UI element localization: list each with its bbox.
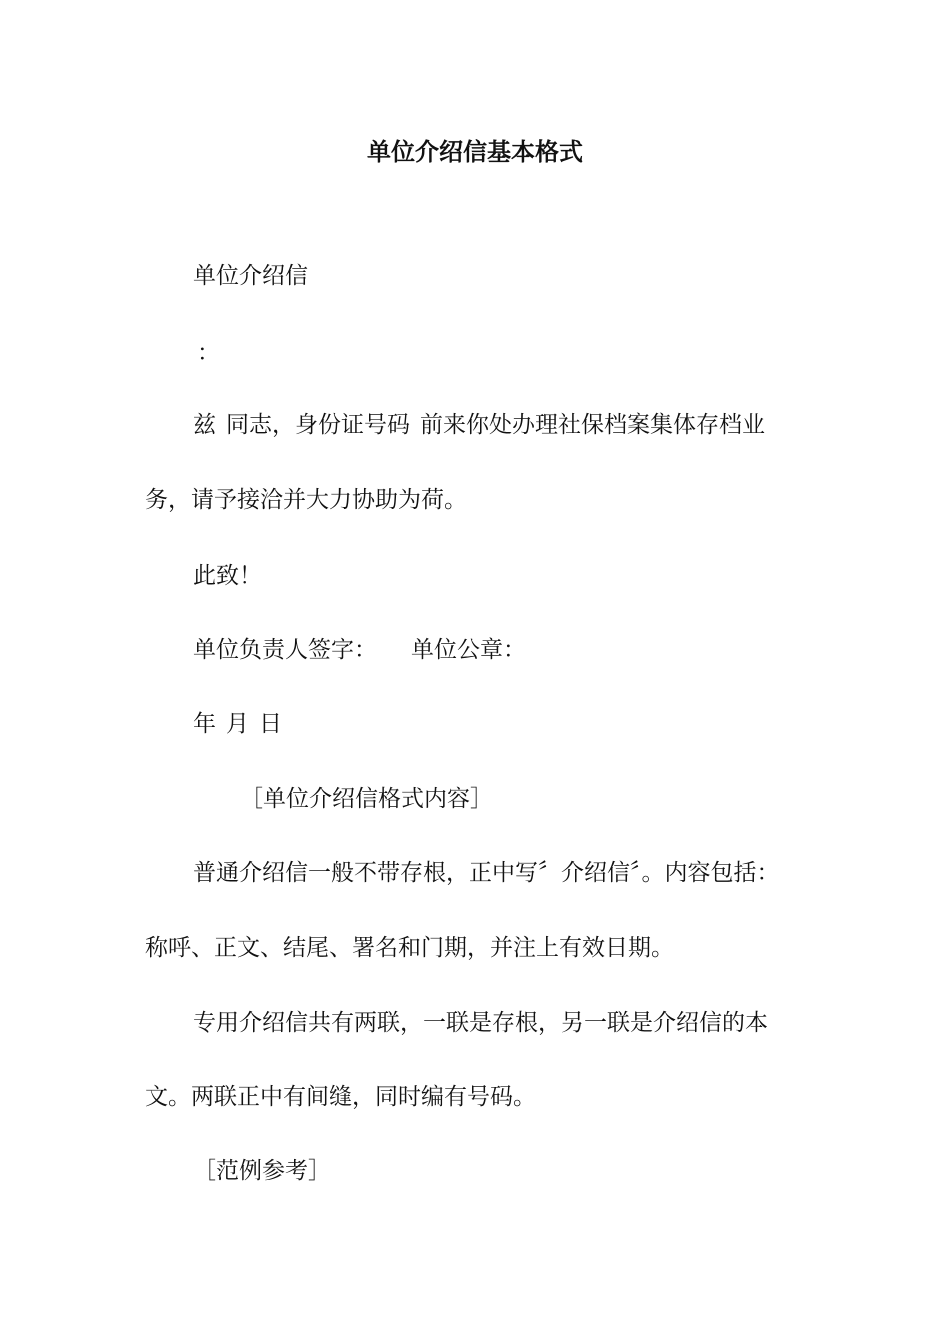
signature-line <box>193 635 526 665</box>
paragraph-1-line-2: 称呼、正文、结尾、署名和门期，并注上有效日期。 <box>145 935 674 961</box>
salutation-colon: ： <box>197 340 220 366</box>
paragraph-2-line-2: 文。两联正中有间缝，同时编有号码。 <box>145 1084 536 1110</box>
section-example-heading: ［范例参考］ <box>193 1158 331 1184</box>
letter-heading: 单位介绍信 <box>193 263 308 289</box>
body-line-1-suffix: 前来你处办理社保档案集体存档业 <box>420 412 765 438</box>
paragraph-2-line-1: 专用介绍信共有两联，一联是存根，另一联是介绍信的本 <box>193 1010 768 1036</box>
body-line-1-prefix: 兹 <box>193 412 216 438</box>
date-month: 月 <box>226 711 249 737</box>
closing-text: 此致！ <box>193 563 262 589</box>
document-title: 单位介绍信基本格式 <box>367 137 583 166</box>
section-format-heading: ［单位介绍信格式内容］ <box>240 786 493 812</box>
paragraph-1-line-1: 普通介绍信一般不带存根，正中写〞介绍信〞。内容包括： <box>193 860 780 886</box>
body-line-1 <box>193 410 765 440</box>
body-line-1-middle: 同志，身份证号码 <box>226 412 410 438</box>
body-line-2: 务，请予接洽并大力协助为荷。 <box>145 487 467 513</box>
date-day: 日 <box>259 711 282 737</box>
seal-label: 单位公章： <box>411 637 526 663</box>
date-year: 年 <box>193 711 216 737</box>
date-line <box>193 709 282 739</box>
signature-label: 单位负责人签字： <box>193 637 377 663</box>
